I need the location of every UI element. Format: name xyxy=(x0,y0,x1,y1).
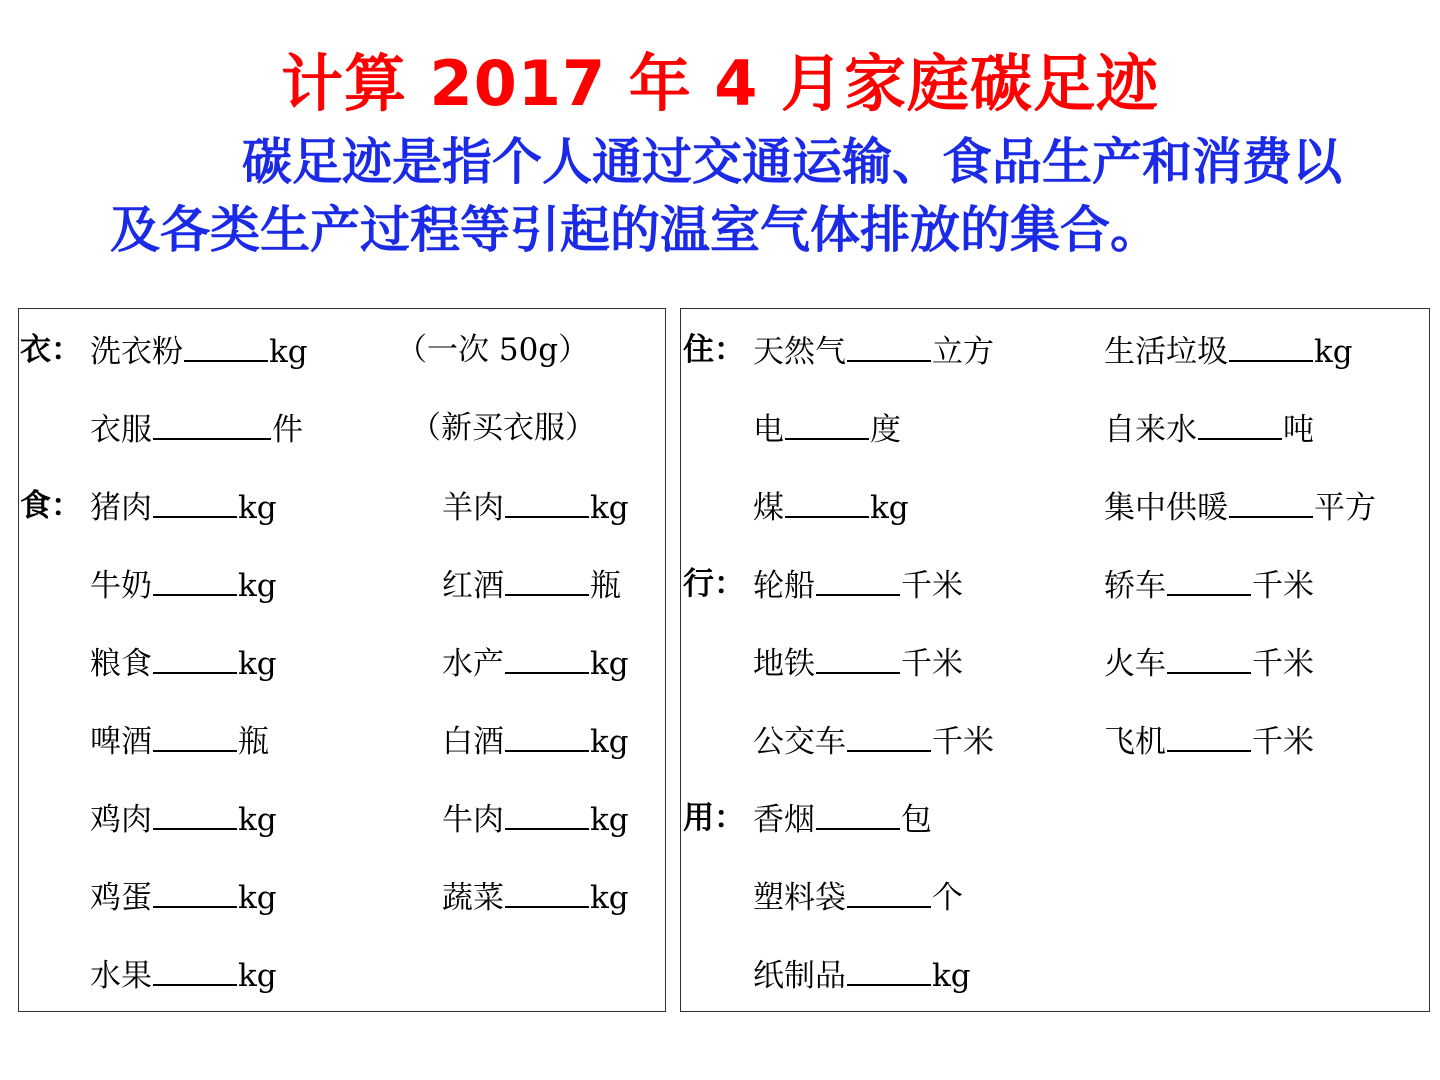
entry-bus xyxy=(753,720,994,762)
fill-in-blank[interactable] xyxy=(153,720,237,752)
entry-natural-gas xyxy=(753,330,994,372)
fill-in-blank[interactable] xyxy=(1229,486,1313,518)
entry-unit: 千米 xyxy=(932,724,994,760)
fill-in-blank[interactable] xyxy=(785,486,869,518)
entry-label: 白酒 xyxy=(442,724,504,760)
entry-plastic-bags xyxy=(753,876,963,918)
entry-label: 火车 xyxy=(1104,646,1166,682)
page-title: 计算 2017 年 4 月家庭碳足迹 xyxy=(280,47,1160,120)
entry-subway xyxy=(753,642,963,684)
fill-in-blank[interactable] xyxy=(153,954,237,986)
entry-coal xyxy=(753,486,909,528)
entry-chicken xyxy=(90,798,277,840)
entry-unit: 立方 xyxy=(932,334,994,370)
entry-unit: 吨 xyxy=(1283,412,1314,448)
fill-in-blank[interactable] xyxy=(184,330,268,362)
entry-vegetables xyxy=(442,876,629,918)
fill-in-blank[interactable] xyxy=(153,486,237,518)
entry-fruit xyxy=(90,954,277,996)
entry-unit: 千米 xyxy=(1252,568,1314,604)
fill-in-blank[interactable] xyxy=(785,408,869,440)
entry-label: 羊肉 xyxy=(442,490,504,526)
entry-household-waste xyxy=(1104,330,1353,372)
fill-in-blank[interactable] xyxy=(847,330,931,362)
fill-in-blank[interactable] xyxy=(505,720,589,752)
entry-seafood xyxy=(442,642,629,684)
entry-beef xyxy=(442,798,629,840)
entry-label: 天然气 xyxy=(753,334,846,370)
entry-label: 自来水 xyxy=(1104,412,1197,448)
entry-unit: 千米 xyxy=(1252,724,1314,760)
fill-in-blank[interactable] xyxy=(505,798,589,830)
entry-unit: kg xyxy=(590,802,629,838)
fill-in-blank[interactable] xyxy=(816,798,900,830)
entry-unit: kg xyxy=(590,880,629,916)
entry-label: 牛肉 xyxy=(442,802,504,838)
entry-unit: 瓶 xyxy=(590,568,621,604)
fill-in-blank[interactable] xyxy=(505,564,589,596)
category-transport: 行： xyxy=(683,566,745,602)
entry-label: 啤酒 xyxy=(90,724,152,760)
entry-red-wine xyxy=(442,564,621,606)
entry-label: 牛奶 xyxy=(90,568,152,604)
entry-unit: kg xyxy=(590,490,629,526)
entry-tap-water xyxy=(1104,408,1314,450)
entry-unit: kg xyxy=(590,724,629,760)
entry-unit: kg xyxy=(1314,334,1353,370)
fill-in-blank[interactable] xyxy=(1167,564,1251,596)
entry-label: 水果 xyxy=(90,958,152,994)
note-new-clothes: （新买衣服） xyxy=(410,410,596,446)
entry-liquor xyxy=(442,720,629,762)
entry-label: 电 xyxy=(753,412,784,448)
carbon-footprint-definition: 碳足迹是指个人通过交通运输、食品生产和消费以及各类生产过程等引起的温室气体排放的集合。 xyxy=(110,133,1342,259)
entry-unit: kg xyxy=(932,958,971,994)
entry-label: 煤 xyxy=(753,490,784,526)
entry-mutton xyxy=(442,486,629,528)
entry-label: 集中供暖 xyxy=(1104,490,1228,526)
entry-label: 鸡肉 xyxy=(90,802,152,838)
entry-unit: 度 xyxy=(870,412,901,448)
fill-in-blank[interactable] xyxy=(153,876,237,908)
entry-unit: kg xyxy=(590,646,629,682)
entry-unit: kg xyxy=(238,490,277,526)
entry-unit: 瓶 xyxy=(238,724,269,760)
entry-label: 猪肉 xyxy=(90,490,152,526)
category-usage: 用： xyxy=(683,800,745,836)
fill-in-blank[interactable] xyxy=(153,798,237,830)
entry-airplane xyxy=(1104,720,1314,762)
entry-unit: kg xyxy=(238,568,277,604)
entry-unit: kg xyxy=(238,958,277,994)
entry-unit: 包 xyxy=(901,802,932,838)
fill-in-blank[interactable] xyxy=(1167,642,1251,674)
entry-car xyxy=(1104,564,1314,606)
category-housing: 住： xyxy=(683,332,745,368)
entry-label: 粮食 xyxy=(90,646,152,682)
fill-in-blank[interactable] xyxy=(153,564,237,596)
entry-unit: kg xyxy=(238,802,277,838)
entry-eggs xyxy=(90,876,277,918)
entry-label: 蔬菜 xyxy=(442,880,504,916)
entry-unit: 平方 xyxy=(1314,490,1376,526)
entry-label: 鸡蛋 xyxy=(90,880,152,916)
entry-label: 公交车 xyxy=(753,724,846,760)
fill-in-blank[interactable] xyxy=(847,954,931,986)
entry-unit: 千米 xyxy=(1252,646,1314,682)
entry-electricity xyxy=(753,408,901,450)
entry-grain xyxy=(90,642,277,684)
entry-laundry-powder xyxy=(90,330,308,372)
fill-in-blank[interactable] xyxy=(816,642,900,674)
entry-unit: kg xyxy=(269,334,308,370)
entry-central-heating xyxy=(1104,486,1376,528)
fill-in-blank[interactable] xyxy=(847,720,931,752)
fill-in-blank[interactable] xyxy=(816,564,900,596)
entry-ship xyxy=(753,564,963,606)
entry-label: 纸制品 xyxy=(753,958,846,994)
fill-in-blank[interactable] xyxy=(1198,408,1282,440)
fill-in-blank[interactable] xyxy=(1167,720,1251,752)
fill-in-blank[interactable] xyxy=(847,876,931,908)
fill-in-blank[interactable] xyxy=(505,642,589,674)
entry-label: 飞机 xyxy=(1104,724,1166,760)
entry-unit: kg xyxy=(870,490,909,526)
category-clothing: 衣： xyxy=(20,332,82,368)
entry-unit: 千米 xyxy=(901,646,963,682)
category-food: 食： xyxy=(20,488,82,524)
entry-unit: kg xyxy=(238,646,277,682)
entry-label: 红酒 xyxy=(442,568,504,604)
entry-unit: 件 xyxy=(272,412,303,448)
entry-label: 塑料袋 xyxy=(753,880,846,916)
fill-in-blank[interactable] xyxy=(153,408,271,440)
entry-train xyxy=(1104,642,1314,684)
entry-unit: kg xyxy=(238,880,277,916)
entry-clothes xyxy=(90,408,303,450)
entry-label: 轮船 xyxy=(753,568,815,604)
fill-in-blank[interactable] xyxy=(505,876,589,908)
fill-in-blank[interactable] xyxy=(153,642,237,674)
fill-in-blank[interactable] xyxy=(1229,330,1313,362)
entry-label: 水产 xyxy=(442,646,504,682)
entry-label: 生活垃圾 xyxy=(1104,334,1228,370)
entry-unit: 千米 xyxy=(901,568,963,604)
entry-label: 香烟 xyxy=(753,802,815,838)
entry-unit: 个 xyxy=(932,880,963,916)
fill-in-blank[interactable] xyxy=(505,486,589,518)
entry-cigarettes xyxy=(753,798,932,840)
entry-label: 衣服 xyxy=(90,412,152,448)
entry-paper-products xyxy=(753,954,971,996)
entry-label: 地铁 xyxy=(753,646,815,682)
entry-label: 洗衣粉 xyxy=(90,334,183,370)
entry-milk xyxy=(90,564,277,606)
entry-label: 轿车 xyxy=(1104,568,1166,604)
note-per-wash: （一次 50g） xyxy=(396,332,590,368)
entry-pork xyxy=(90,486,277,528)
entry-beer xyxy=(90,720,269,762)
